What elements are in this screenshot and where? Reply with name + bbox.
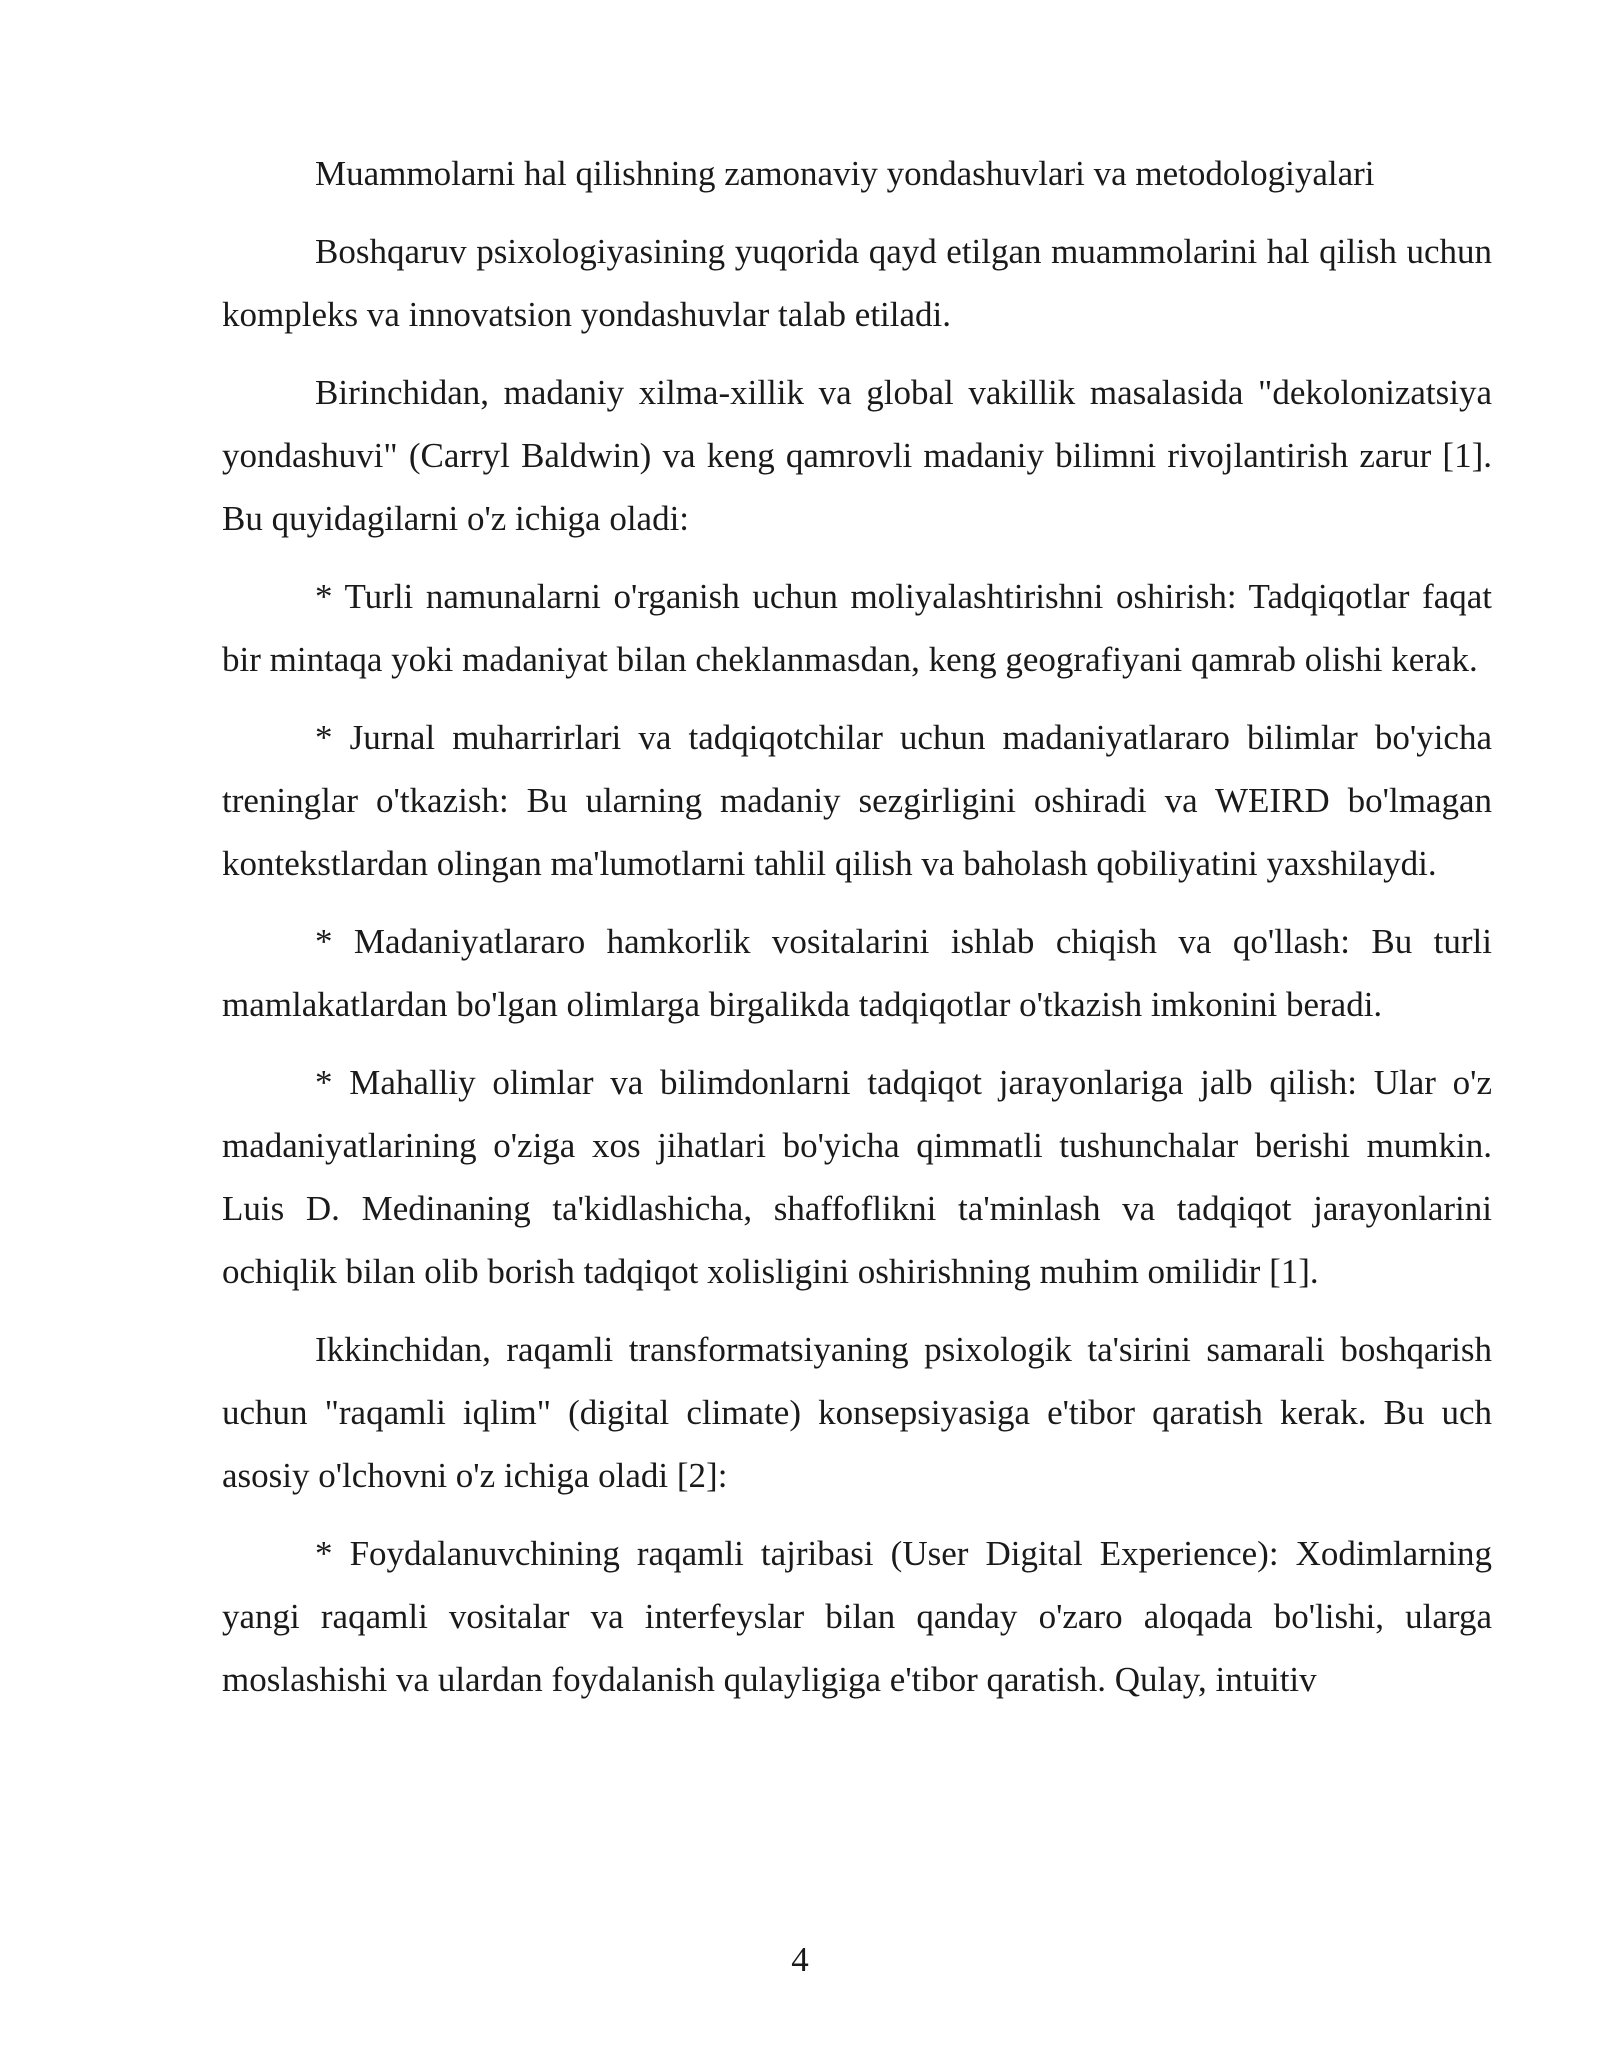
paragraph-first-approach: Birinchidan, madaniy xilma-xillik va global vakillik masalasida "dekolonizatsiya yondashuvi" (Carryl Baldwin) va keng qamrovli madaniy bilimni rivojlantirish zarur [1]. Bu quyidagilarni o'z ichiga oladi: — [222, 373, 1492, 538]
section-heading: Muammolarni hal qilishning zamonaviy yondashuvlari va metodologiyalari — [315, 154, 1375, 193]
paragraph-second-approach: Ikkinchidan, raqamli transformatsiyaning psixologik ta'sirini samarali boshqarish uchun "raqamli iqlim" (digital climate) konsepsiyasiga e'tibor qaratish kerak. Bu uch asosiy o'lchovni o'z ichiga oladi [2]: — [222, 1330, 1492, 1495]
bullet-item-funding: * Turli namunalarni o'rganish uchun moliyalashtirishni oshirish: Tadqiqotlar faqat bir mintaqa yoki madaniyat bilan cheklanmasdan, keng geografiyani qamrab olishi kerak. — [222, 577, 1492, 679]
document-page — [222, 142, 1492, 1726]
bullet-item-user-experience: * Foydalanuvchining raqamli tajribasi (User Digital Experience): Xodimlarning yangi raqamli vositalar va interfeyslar bilan qanday o'zaro aloqada bo'lishi, ularga moslashishi va ulardan foydalanish qulayligiga e'tibor qaratish. Qulay, intuitiv — [222, 1534, 1492, 1699]
page-number: 4 — [791, 1940, 809, 1979]
paragraph-intro: Boshqaruv psixologiyasining yuqorida qayd etilgan muammolarini hal qilish uchun kompleks va innovatsion yondashuvlar talab etiladi. — [222, 232, 1492, 334]
bullet-item-collaboration: * Madaniyatlararo hamkorlik vositalarini ishlab chiqish va qo'llash: Bu turli mamlakatlardan bo'lgan olimlarga birgalikda tadqiqotlar o'tkazish imkonini beradi. — [222, 922, 1492, 1024]
bullet-item-local-scholars: * Mahalliy olimlar va bilimdonlarni tadqiqot jarayonlariga jalb qilish: Ular o'z madaniyatlarining o'ziga xos jihatlari bo'yicha qimmatli tushunchalar berishi mumkin. Luis D. Medinaning ta'kidlashicha, shaffoflikni ta'minlash va tadqiqot jarayonlarini ochiqlik bilan olib borish tadqiqot xolisligini oshirishning muhim omilidir [1]. — [222, 1063, 1492, 1291]
bullet-item-training: * Jurnal muharrirlari va tadqiqotchilar uchun madaniyatlararo bilimlar bo'yicha treninglar o'tkazish: Bu ularning madaniy sezgirligini oshiradi va WEIRD bo'lmagan kontekstlardan olingan ma'lumotlarni tahlil qilish va baholash qobiliyatini yaxshilaydi. — [222, 718, 1492, 883]
